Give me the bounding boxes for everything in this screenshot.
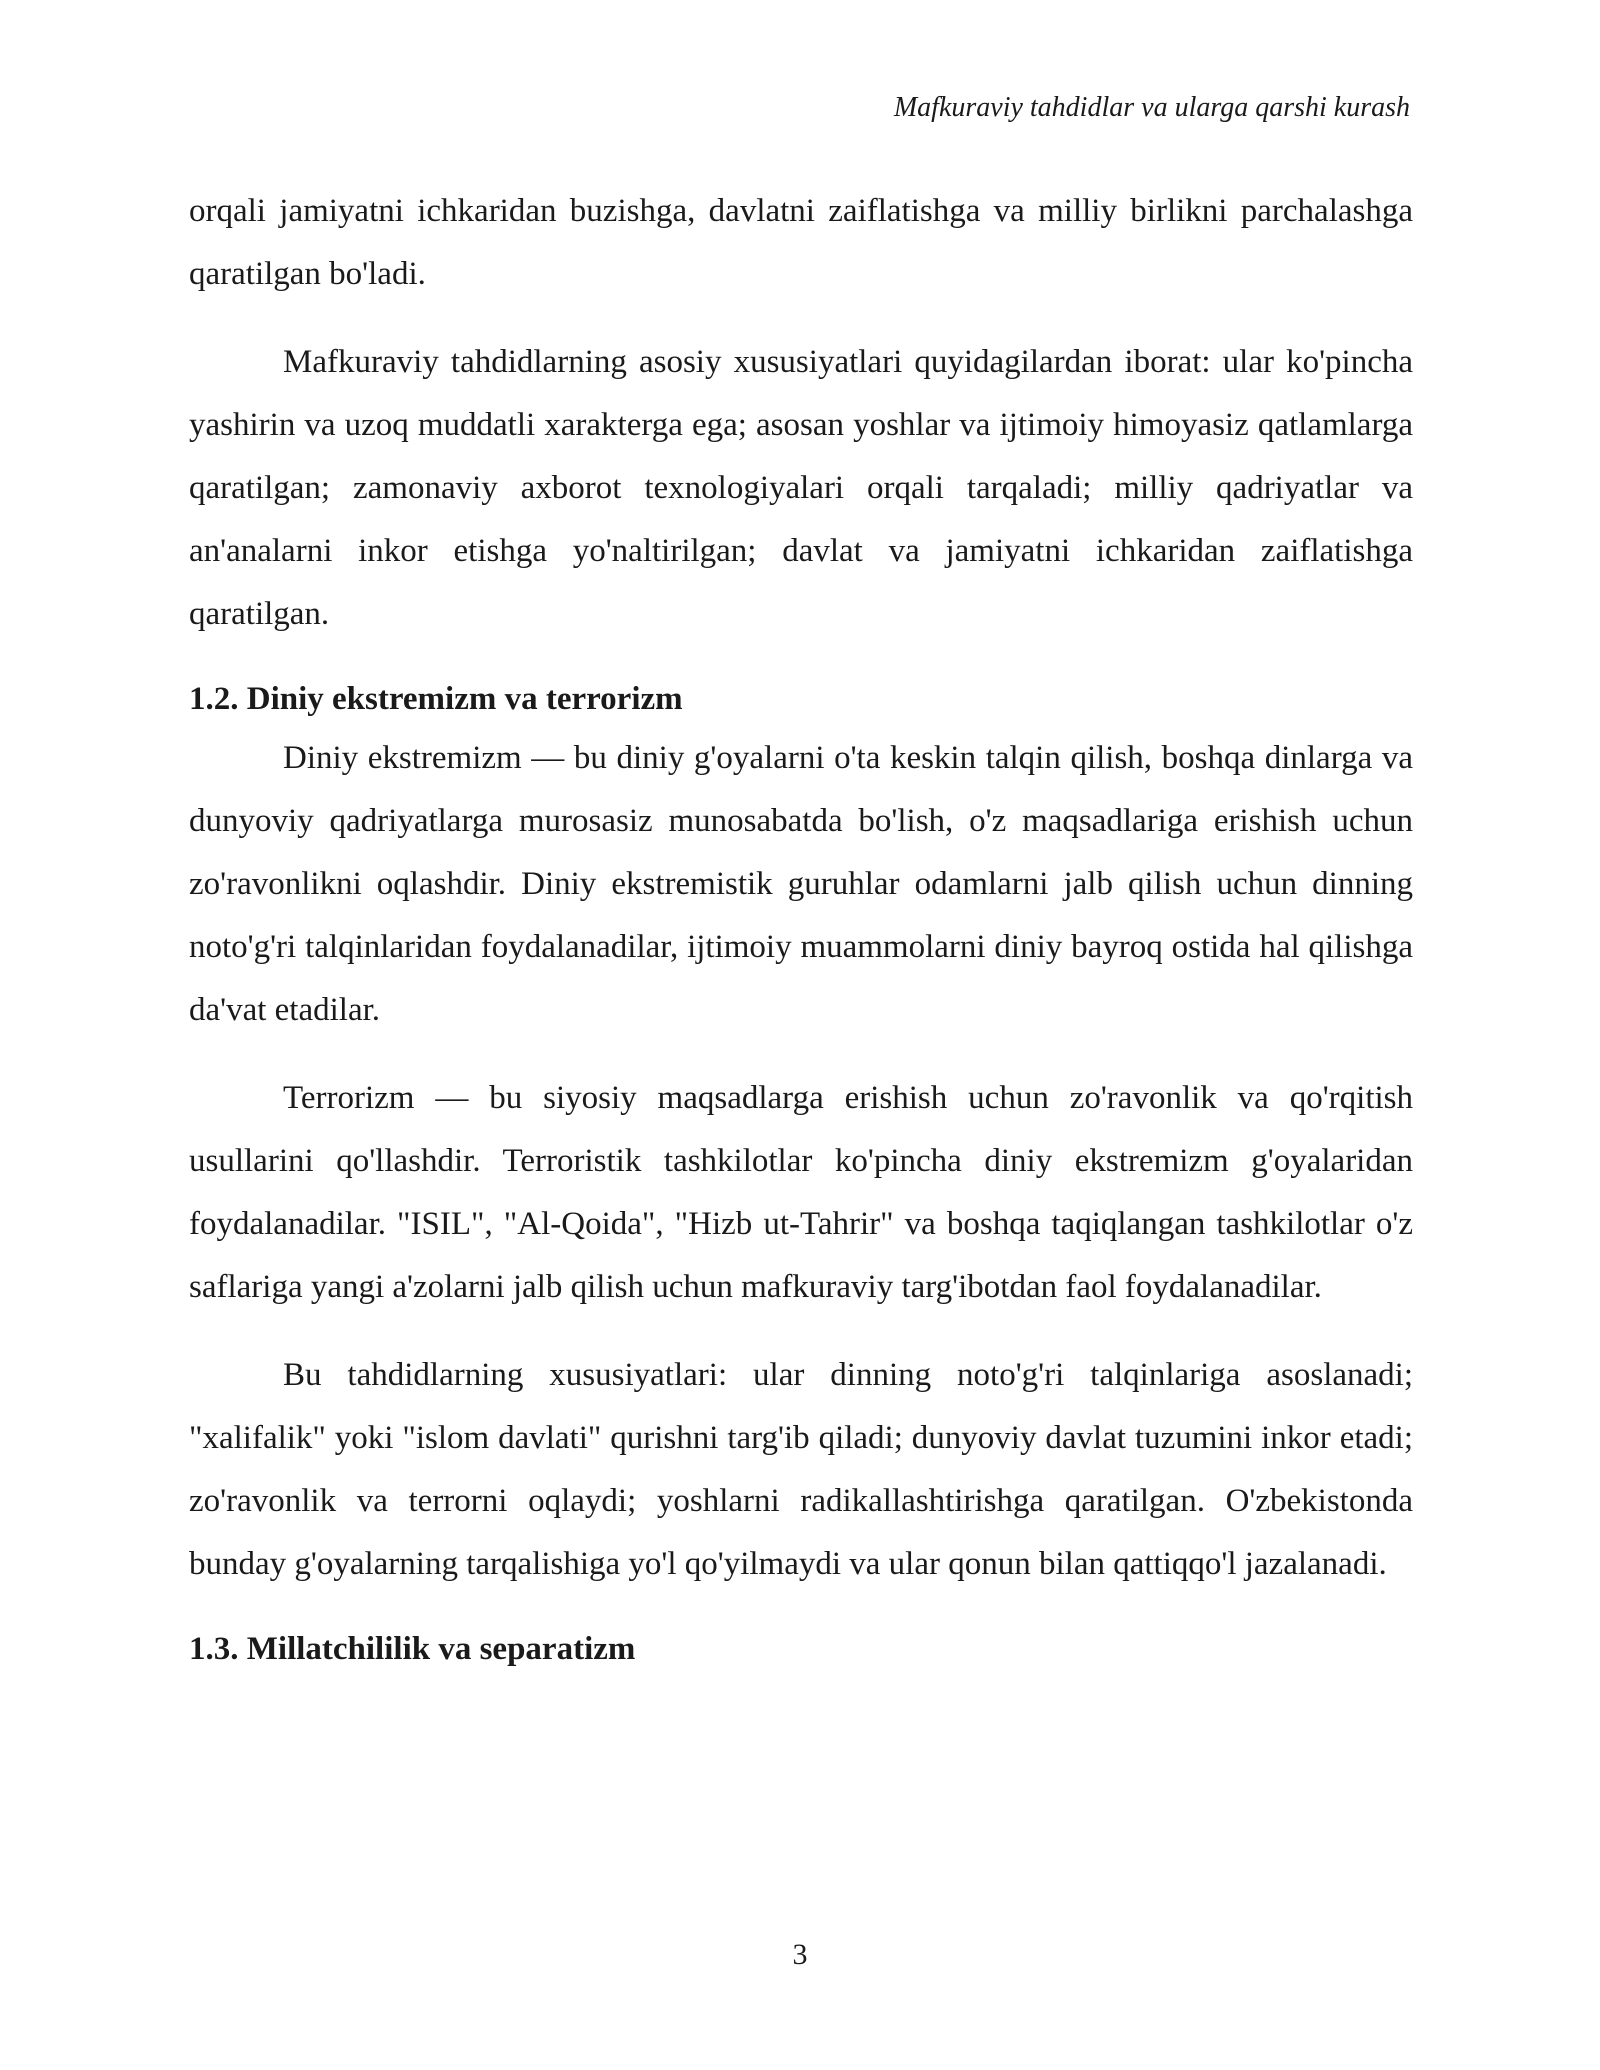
section-heading-1-2: 1.2. Diniy ekstremizm va terrorizm xyxy=(189,681,683,717)
paragraph-gap xyxy=(189,1319,1413,1344)
paragraph-gap xyxy=(189,1042,1413,1067)
paragraph-religious-extremism: Diniy ekstremizm — bu diniy g'oyalarni o'ta keskin talqin qilish, boshqa dinlarga va dunyoviy qadriyatlarga murosasiz munosabatda bo'lish, o'z maqsadlariga erishish uchun zo'ravonlikni oqlashdir. Diniy ekstremistik guruhlar odamlarni jalb qilish uchun dinning noto'g'ri talqinlaridan foydalanadilar, ijtimoiy muammolarni diniy bayroq ostida hal qilishga da'vat etadilar. xyxy=(189,740,1413,1028)
paragraph-gap xyxy=(189,1596,1413,1621)
page-number: 3 xyxy=(792,1938,808,1971)
page-body xyxy=(189,180,1413,1677)
paragraph-gap xyxy=(189,306,1413,331)
running-header: Mafkuraviy tahdidlar va ularga qarshi kurash xyxy=(893,92,1410,123)
paragraph-threat-features: Mafkuraviy tahdidlarning asosiy xususiyatlari quyidagilardan iborat: ular ko'pincha yashirin va uzoq muddatli xarakterga ega; asosan yoshlar va ijtimoiy himoyasiz qatlamlarga qaratilgan; zamonaviy axborot texnologiyalari orqali tarqaladi; milliy qadriyatlar va an'analarni inkor etishga yo'naltirilgan; davlat va jamiyatni ichkaridan zaiflatishga qaratilgan. xyxy=(189,344,1413,632)
paragraph-gap xyxy=(189,646,1413,671)
paragraph-continuation: orqali jamiyatni ichkaridan buzishga, davlatni zaiflatishga va milliy birlikni parchalashga qaratilgan bo'ladi. xyxy=(189,193,1413,292)
paragraph-threat-characteristics: Bu tahdidlarning xususiyatlari: ular dinning noto'g'ri talqinlariga asoslanadi; "xalifalik" yoki "islom davlati" qurishni targ'ib qiladi; dunyoviy davlat tuzumini inkor etadi; zo'ravonlik va terrorni oqlaydi; yoshlarni radikallashtirishga qaratilgan. O'zbekistonda bunday g'oyalarning tarqalishiga yo'l qo'yilmaydi va ular qonun bilan qattiqqo'l jazalanadi. xyxy=(189,1357,1413,1582)
paragraph-terrorism: Terrorizm — bu siyosiy maqsadlarga erishish uchun zo'ravonlik va qo'rqitish usullarini qo'llashdir. Terroristik tashkilotlar ko'pincha diniy ekstremizm g'oyalaridan foydalanadilar. "ISIL", "Al-Qoida", "Hizb ut-Tahrir" va boshqa taqiqlangan tashkilotlar o'z saflariga yangi a'zolarni jalb qilish uchun mafkuraviy targ'ibotdan faol foydalanadilar. xyxy=(189,1080,1413,1305)
section-heading-1-3: 1.3. Millatchililik va separatizm xyxy=(189,1631,636,1667)
